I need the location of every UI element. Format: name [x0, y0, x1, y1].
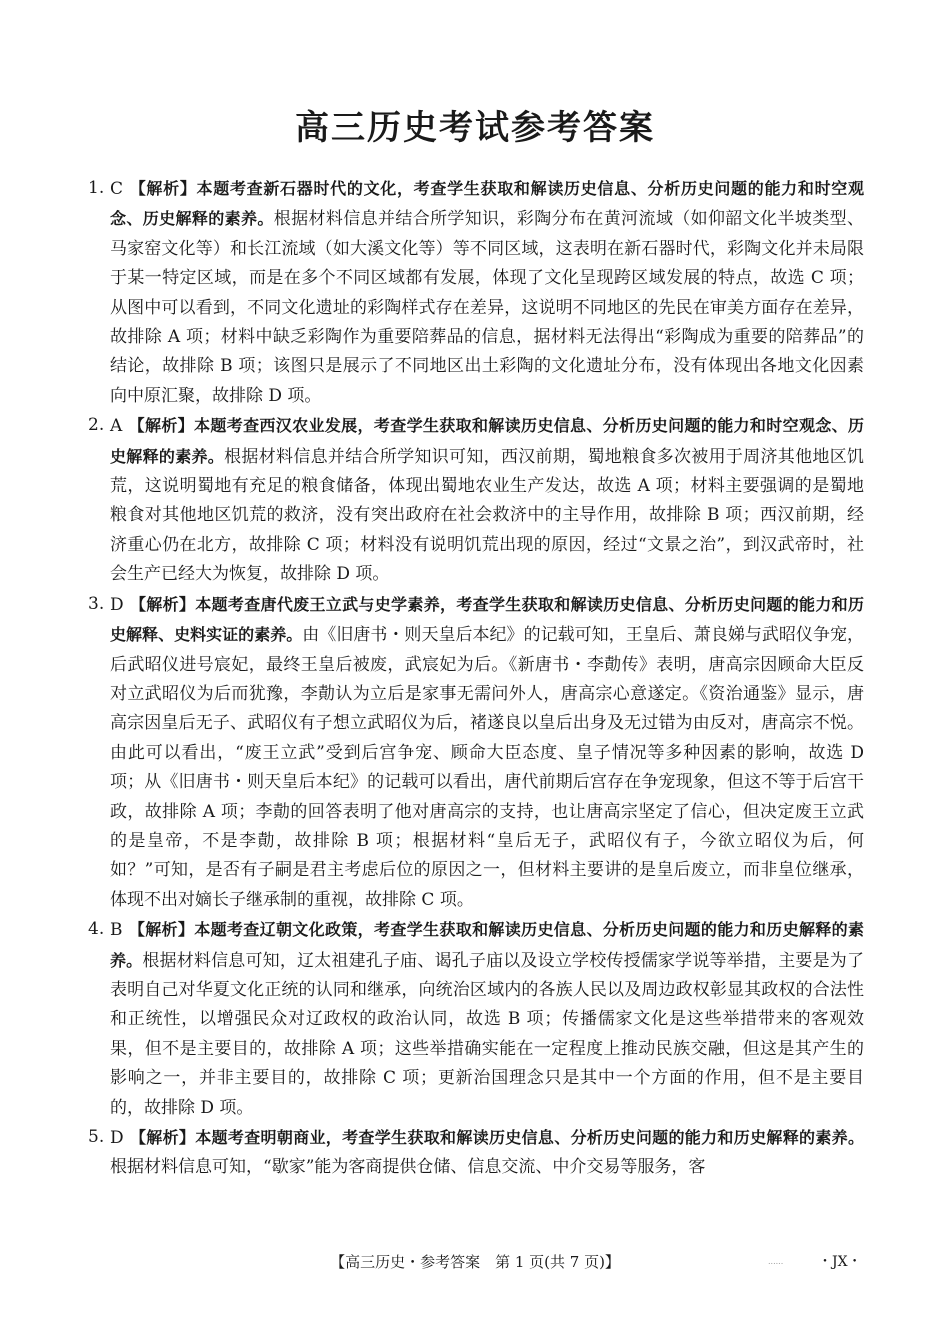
item-answer: D [110, 1128, 124, 1148]
answer-item-1 [88, 174, 864, 411]
item-analysis-heading: 【解析】本题考查西汉农业发展，考查学生获取和解读历史信息、分析历史问题的能力和时空观念、历史解释的素养。 [110, 416, 864, 466]
item-number: 3. [88, 593, 105, 614]
answer-item-3 [88, 590, 864, 915]
item-answer: B [110, 920, 123, 941]
answer-item-2 [88, 411, 864, 589]
answer-item-4 [88, 915, 864, 1123]
item-analysis-body: 根据材料信息可知，“歇家”能为客商提供仓储、信息交流、中介交易等服务，客 [110, 1157, 706, 1178]
answer-item-5 [88, 1123, 864, 1183]
item-answer: C [110, 179, 124, 199]
item-number: 4. [88, 919, 105, 940]
item-analysis-heading: 【解析】本题考查唐代废王立武与史学素养，考查学生获取和解读历史信息、分析历史问题的能力和历史解释、史料实证的素养。 [110, 594, 864, 645]
item-number: 2. [88, 415, 105, 436]
item-analysis-body: 根据材料信息并结合所学知识，彩陶分布在黄河流域（如仰韶文化半坡类型、马家窑文化等）和长江流域（如大溪文化等）等不同区域，这表明在新石器时代，彩陶文化并未局限于某一特定区域，而是在多个不同区域都有发展，体现了文化呈现跨区域发展的特点，故选 C 项；从图中可以看到，不同文化遗址的彩陶样式存在差异，这说明不同地区的先民在审美方面存在差异，故排除 A 项；材料中缺乏彩陶作为重要陪葬品的信息，据材料无法得出“彩陶成为重要的陪葬品”的结论，故排除 B 项；该图只是展示了不同地区出土彩陶的文化遗址分布，没有体现出各地文化因素向中原汇聚，故排除 D 项。 [110, 209, 864, 406]
footer-code: ・JX・ [818, 1254, 862, 1270]
item-analysis-body: 由《旧唐书・则天皇后本纪》的记载可知，王皇后、萧良娣与武昭仪争宠，后武昭仪进号宸妃，最终王皇后被废，武宸妃为后。《新唐书・李勣传》表明，唐高宗因顾命大臣反对立武昭仪为后而犹豫，李勣认为立后是家事无需问外人，唐高宗心意遂定。《资治通鉴》显示，唐高宗因皇后无子、武昭仪有子想立武昭仪为后，褚遂良以皇后出身及无过错为由反对，唐高宗不悦。由此可以看出，“废王立武”受到后宫争宠、顾命大臣态度、皇子情况等多种因素的影响，故选 D 项；从《旧唐书・则天皇后本纪》的记载可以看出，唐代前期后宫存在争宠现象，但这不等于后宫干政，故排除 A 项；李勣的回答表明了他对唐高宗的支持，也让唐高宗坚定了信心，但决定废王立武的是皇帝，不是李勣，故排除 B 项；根据材料“皇后无子，武昭仪有子，今欲立昭仪为后，何如？”可知，是否有子嗣是君主考虑后位的原因之一，但材料主要讲的是皇后废立，而非皇位继承，体现不出对嫡长子继承制的重视，故排除 C 项。 [110, 625, 864, 910]
item-analysis-body: 根据材料信息并结合所学知识可知，西汉前期，蜀地粮食多次被用于周济其他地区饥荒，这说明蜀地有充足的粮食储备，体现出蜀地农业生产发达，故选 A 项；材料主要强调的是蜀地粮食对其他地区饥荒的救济，没有突出政府在社会救济中的主导作用，故排除 B 项；西汉前期，经济重心仍在北方，故排除 C 项；材料没有说明饥荒出现的原因，经过“文景之治”，到汉武帝时，社会生产已经大为恢复，故排除 D 项。 [110, 446, 864, 585]
page-title: 高三历史考试参考答案 [295, 108, 655, 148]
page-footer: 【高三历史・参考答案 第 1 页(共 7 页)】 [330, 1253, 620, 1271]
item-analysis-heading: 【解析】本题考查新石器时代的文化，考查学生获取和解读历史信息、分析历史问题的能力和时空观念、历史解释的素养。 [110, 179, 864, 229]
answer-list [88, 174, 864, 1183]
item-answer: A [110, 416, 123, 437]
item-analysis-heading: 【解析】本题考查明朝商业，考查学生获取和解读历史信息、分析历史问题的能力和历史解释的素养。 [129, 1128, 864, 1147]
item-answer: D [110, 594, 124, 615]
item-analysis-body: 根据材料信息可知，辽太祖建孔子庙、谒孔子庙以及设立学校传授儒家学说等举措，主要是为了表明自己对华夏文化正统的认同和继承，向统治区域内的各族人民以及周边政权彰显其政权的合法性和正统性，以增强民众对辽政权的政治认同，故选 B 项；传播儒家文化是这些举措带来的客观效果，但不是主要目的，故排除 A 项；这些举措确实能在一定程度上推动民族交融，但这是其产生的影响之一，并非主要目的，故排除 C 项；更新治国理念只是其中一个方面的作用，但不是主要目的，故排除 D 项。 [110, 950, 864, 1118]
item-number: 1. [88, 178, 105, 198]
footer-mark: ...... [768, 1257, 784, 1266]
item-number: 5. [88, 1127, 105, 1147]
item-analysis-heading: 【解析】本题考查辽朝文化政策，考查学生获取和解读历史信息、分析历史问题的能力和历史解释的素养。 [110, 920, 864, 970]
